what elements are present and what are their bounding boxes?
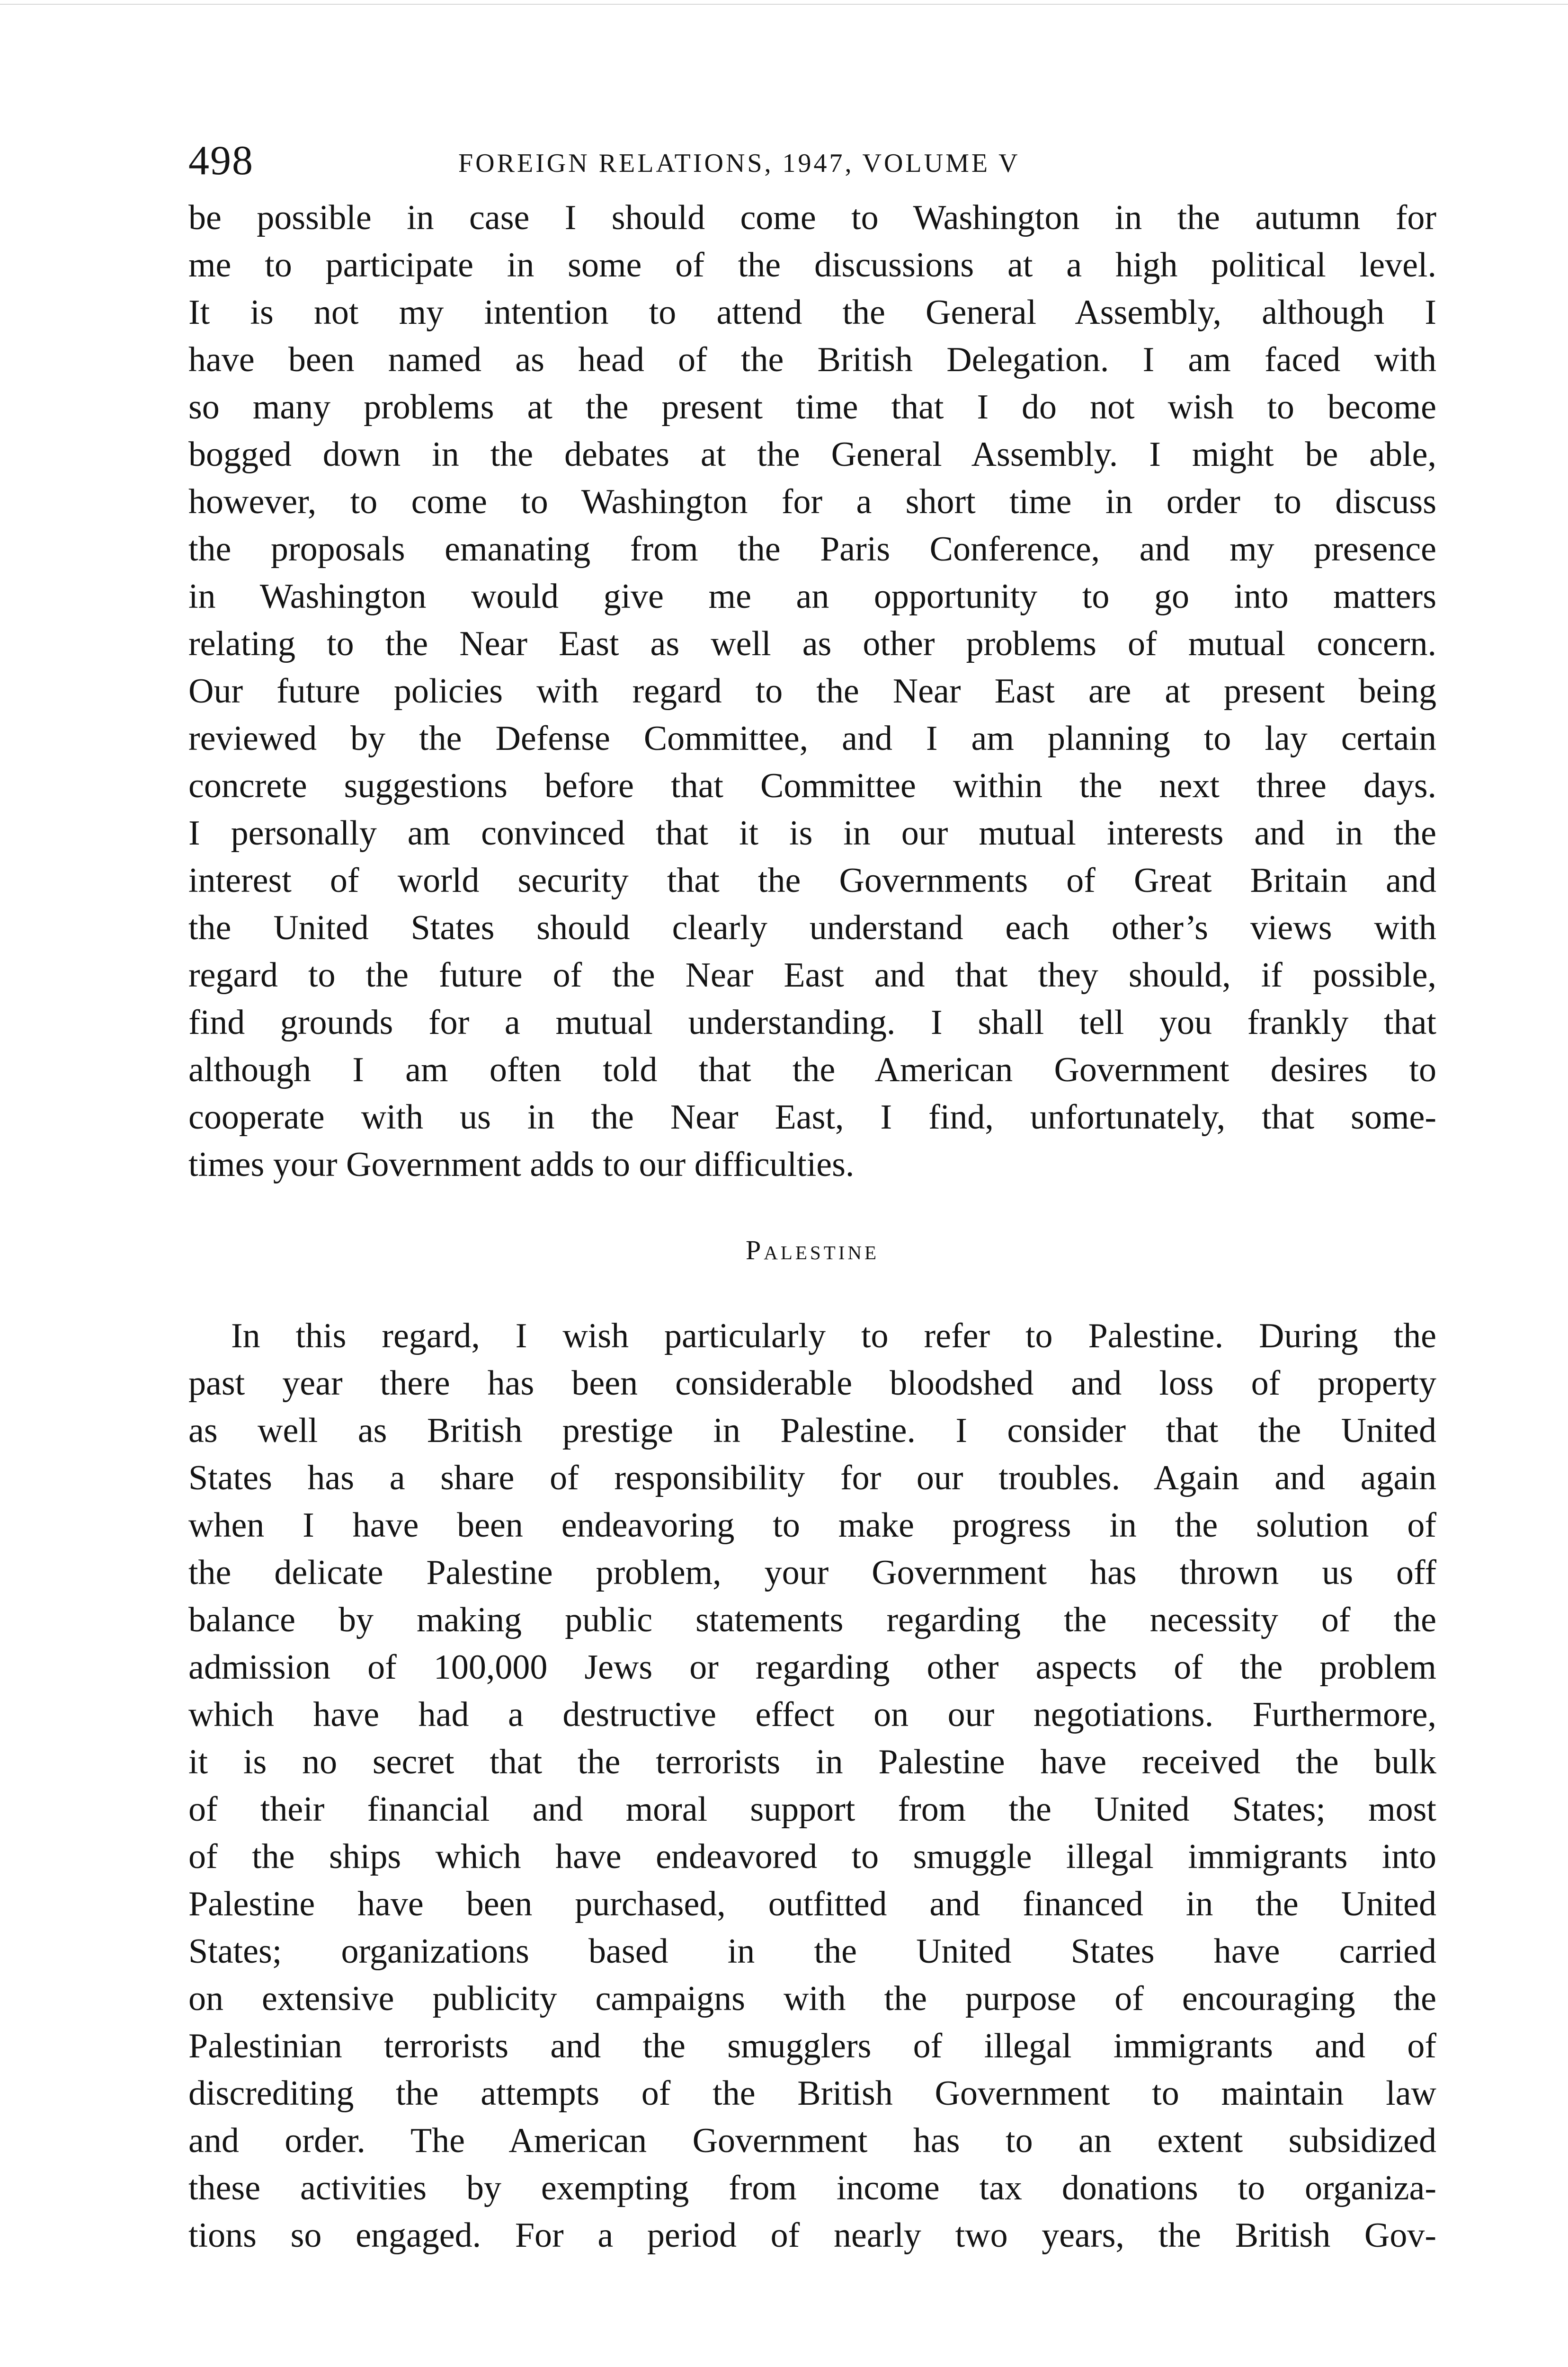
text-line: tions so engaged. For a period of nearly two years, the British Gov- xyxy=(188,2216,1436,2255)
text-line: these activities by exempting from income tax donations to organiza- xyxy=(188,2169,1436,2207)
text-line: although I am often told that the American Government desires to xyxy=(188,1050,1436,1089)
text-line: relating to the Near East as well as other problems of mutual concern. xyxy=(188,624,1436,663)
text-line: Our future policies with regard to the Near East are at present being xyxy=(188,672,1436,711)
text-line: interest of world security that the Governments of Great Britain and xyxy=(188,861,1436,900)
scan-edge-line xyxy=(0,4,1568,5)
text-line: the delicate Palestine problem, your Government has thrown us off xyxy=(188,1553,1436,1592)
text-line: In this regard, I wish particularly to refer to Palestine. During the xyxy=(231,1317,1436,1355)
text-line: concrete suggestions before that Committee within the next three days. xyxy=(188,766,1436,805)
text-line: discrediting the attempts of the British Government to maintain law xyxy=(188,2074,1436,2113)
text-line: States has a share of responsibility for our troubles. Again and again xyxy=(188,1459,1436,1497)
text-line: balance by making public statements regarding the necessity of the xyxy=(188,1601,1436,1639)
text-line: so many problems at the present time that I do not wish to become xyxy=(188,388,1436,427)
text-line: Palestine have been purchased, outfitted and financed in the United xyxy=(188,1885,1436,1923)
text-line: admission of 100,000 Jews or regarding other aspects of the problem xyxy=(188,1648,1436,1687)
text-line: Palestinian terrorists and the smugglers of illegal immigrants and of xyxy=(188,2027,1436,2065)
paragraph-continuation xyxy=(188,194,1436,1188)
text-line: and order. The American Government has to an extent subsidized xyxy=(188,2121,1436,2160)
running-header xyxy=(188,137,1436,194)
text-line: of the ships which have endeavored to smuggle illegal immigrants into xyxy=(188,1837,1436,1876)
text-line: be possible in case I should come to Washington in the autumn for xyxy=(188,198,1436,237)
text-line: it is no secret that the terrorists in Palestine have received the bulk xyxy=(188,1743,1436,1781)
text-line: the proposals emanating from the Paris Conference, and my presence xyxy=(188,530,1436,569)
text-line: past year there has been considerable bloodshed and loss of property xyxy=(188,1364,1436,1403)
text-line: times your Government adds to our difficulties. xyxy=(188,1145,855,1184)
page-number: 498 xyxy=(188,138,254,184)
text-line: as well as British prestige in Palestine. I consider that the United xyxy=(188,1411,1436,1450)
text-line: however, to come to Washington for a short time in order to discuss xyxy=(188,482,1436,521)
paragraph-palestine xyxy=(188,1312,1436,2259)
text-line: find grounds for a mutual understanding. I shall tell you frankly that xyxy=(188,1003,1436,1042)
running-title: FOREIGN RELATIONS, 1947, VOLUME V xyxy=(458,149,1020,178)
text-line: which have had a destructive effect on our negotiations. Furthermore, xyxy=(188,1695,1436,1734)
text-line: the United States should clearly understand each other’s views with xyxy=(188,908,1436,947)
text-line: I personally am convinced that it is in our mutual interests and in the xyxy=(188,814,1436,853)
text-line: in Washington would give me an opportunity to go into matters xyxy=(188,577,1436,616)
text-line: have been named as head of the British Delegation. I am faced with xyxy=(188,340,1436,379)
text-line: me to participate in some of the discussions at a high political level. xyxy=(188,246,1436,285)
text-line: reviewed by the Defense Committee, and I am planning to lay certain xyxy=(188,719,1436,758)
text-line: cooperate with us in the Near East, I find, unfortunately, that some- xyxy=(188,1098,1436,1137)
text-line: when I have been endeavoring to make progress in the solution of xyxy=(188,1506,1436,1545)
document-page xyxy=(188,137,1436,2259)
text-line: of their financial and moral support from the United States; most xyxy=(188,1790,1436,1829)
text-line: on extensive publicity campaigns with the purpose of encouraging the xyxy=(188,1979,1436,2018)
text-line: regard to the future of the Near East and that they should, if possible, xyxy=(188,956,1436,995)
text-line: bogged down in the debates at the General Assembly. I might be able, xyxy=(188,435,1436,474)
section-heading-palestine: Palestine xyxy=(745,1235,880,1265)
text-line: States; organizations based in the United States have carried xyxy=(188,1932,1436,1971)
text-line: It is not my intention to attend the General Assembly, although I xyxy=(188,293,1436,332)
